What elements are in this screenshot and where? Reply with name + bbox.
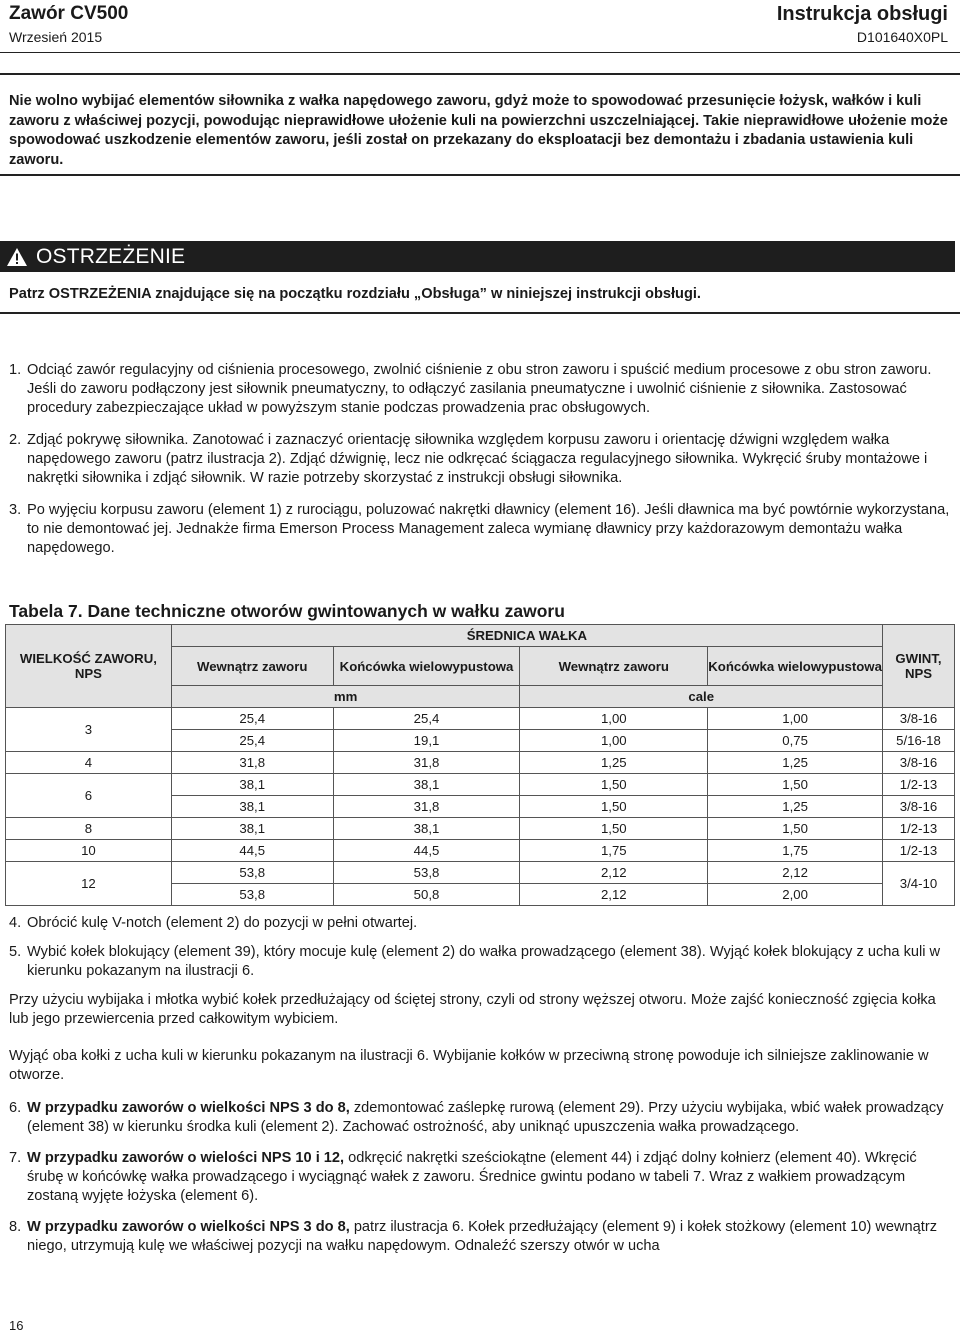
warning-text: Patrz OSTRZEŻENIA znajdujące się na początku rozdziału „Obsługa” w niniejszej instrukcji obsługi. (9, 286, 701, 302)
table-cell: 1,50 (520, 818, 708, 840)
unit-inches: cale (520, 686, 883, 708)
table-cell: 1,00 (520, 708, 708, 730)
notice-top-rule (0, 73, 960, 75)
table-cell: 1,75 (708, 840, 883, 862)
step-item (9, 1099, 953, 1137)
table-cell: 0,75 (708, 730, 883, 752)
step-number: 6. (9, 1100, 22, 1116)
table-cell: 19,1 (333, 730, 520, 752)
notice-text: Nie wolno wybijać elementów siłownika z wałka napędowego zaworu, gdyż może to spowodować przesunięcie łożysk, wałków i kuli zaworu z właściwej pozycji, powodując nieprawidłowe ułożenie kuli na powierzchni uszczelniającej. Takie nieprawidłowe ułożenie może spowodować uszkodzenie elementów zaworu, jeśli został on przekazany do eksploatacji bez demontażu i zbadania ustawienia kuli zaworu. (9, 93, 948, 168)
table-cell: 2,12 (520, 884, 708, 906)
table-title: Tabela 7. Dane techniczne otworów gwintowanych w wałku zaworu (9, 601, 565, 621)
paragraph-punch: Przy użyciu wybijaka i młotka wybić kołek przedłużający od ściętej strony, czyli od strony węższej otworu. Może zajść konieczność zgięcia kołka lub jego przewiercenia przed całkowitym wybiciem. (9, 992, 936, 1027)
table-cell: 31,8 (171, 752, 333, 774)
step-number: 8. (9, 1219, 22, 1235)
page-number: 16 (9, 1318, 24, 1333)
step-text (27, 1149, 953, 1206)
table-cell: 2,00 (708, 884, 883, 906)
warning-bottom-rule (0, 312, 960, 314)
step-item (9, 361, 953, 418)
step-body: patrz ilustracja 6. Kołek przedłużający (element 9) i kołek stożkowy (element 10) wewnątrz niego, utrzymują kulę we właściwej pozycji na wałku napędowym. Odnaleźć szerszy otwór w ucha (27, 1219, 938, 1254)
header-valve-size: WIELKOŚĆ ZAWORU, NPS (6, 625, 172, 708)
step-text: Po wyjęciu korpusu zaworu (element 1) z rurociągu, poluzować nakrętki dławnicy (element 16). Jeśli dławnica ma być powtórnie wykorzystana, to nie demontować jej. Jednakże firma Emerson Process Management zaleca wymianę dławnicy przy każdorazowym demontażu wałka napędowego. (27, 502, 950, 556)
step-item (9, 1149, 953, 1206)
table-cell: 38,1 (171, 774, 333, 796)
warning-label: OSTRZEŻENIE (36, 244, 186, 268)
table-cell: 2,12 (708, 862, 883, 884)
step-text (27, 1218, 953, 1256)
header-spline-mm: Końcówka wielowypustowa (333, 647, 520, 686)
table-cell: 44,5 (333, 840, 520, 862)
header-inner-in: Wewnątrz zaworu (520, 647, 708, 686)
table-row (6, 840, 955, 862)
steps-list-b (9, 914, 953, 981)
cell-size: 8 (6, 818, 172, 840)
document-id: D101640X0PL (856, 29, 948, 45)
table-cell: 38,1 (333, 818, 520, 840)
table-cell: 38,1 (333, 774, 520, 796)
table-cell: 1/2-13 (883, 840, 955, 862)
step-text: Zdjąć pokrywę siłownika. Zanotować i zaznaczyć orientację siłownika względem korpusu zaworu i orientację dźwigni względem wałka napędowego zaworu (patrz ilustracja 2). Zdjąć dźwignię, lecz nie odkręcać ściągacza regulacyjnego siłownika. Wykręcić śruby montażowe i nakrętki siłownika i zdjąć siłownik. W razie potrzeby skorzystać z instrukcji obsługi siłownika. (27, 432, 928, 486)
table-row (6, 862, 955, 884)
header-shaft-diameter: ŚREDNICA WAŁKA (171, 625, 882, 647)
step-lead: W przypadku zaworów o wielkości NPS 3 do 8, (27, 1219, 350, 1235)
step-item (9, 501, 953, 558)
table-cell: 1,25 (708, 752, 883, 774)
table-cell: 25,4 (171, 730, 333, 752)
step-number: 4. (9, 915, 22, 931)
step-lead: W przypadku zaworów o wielkości NPS 3 do 8, (27, 1100, 350, 1116)
step-text: Obrócić kulę V-notch (element 2) do pozycji w pełni otwartej. (27, 915, 418, 931)
table-cell: 25,4 (333, 708, 520, 730)
table-cell: 38,1 (171, 796, 333, 818)
step-body: odkręcić nakrętki sześciokątne (element 44) i zdjąć dolny kołnierz (element 40). Wkręcić śrubę w końcówkę wałka prowadzącego i wyciągnąć wałek z zaworu. Średnice gwintu podano w tabeli 7. Wraz z wałkiem prowadzącym zostaną wyjęte łożyska (element 6). (27, 1150, 917, 1204)
table-cell: 1/2-13 (883, 818, 955, 840)
table-cell: 2,12 (520, 862, 708, 884)
table-cell: 3/8-16 (883, 796, 955, 818)
table-cell: 1,50 (708, 818, 883, 840)
step-number: 3. (9, 502, 22, 518)
header-thread: GWINT, NPS (883, 625, 955, 708)
table-cell: 1/2-13 (883, 774, 955, 796)
table-cell: 44,5 (171, 840, 333, 862)
table-cell: 1,50 (708, 774, 883, 796)
header-inner-mm: Wewnątrz zaworu (171, 647, 333, 686)
table-cell: 50,8 (333, 884, 520, 906)
step-text: Wybić kołek blokujący (element 39), który mocuje kulę (element 2) do wałka prowadzącego (element 38). Wyjąć kołek blokujący z ucha kuli w kierunku pokazanym na ilustracji 6. (27, 944, 941, 979)
table-cell: 31,8 (333, 796, 520, 818)
cell-size: 10 (6, 840, 172, 862)
steps-list-a (9, 361, 953, 558)
table-cell: 25,4 (171, 708, 333, 730)
header-spline-in: Końcówka wielowypustowa (708, 647, 883, 686)
paragraph-pins: Wyjąć oba kołki z ucha kuli w kierunku pokazanym na ilustracji 6. Wybijanie kołków w przeciwną stronę powoduje ich silniejsze zaklinowanie w otworze. (9, 1048, 929, 1083)
step-number: 7. (9, 1150, 22, 1166)
cell-size: 12 (6, 862, 172, 906)
table-cell: 53,8 (171, 884, 333, 906)
table-cell: 1,25 (520, 752, 708, 774)
table-row (6, 818, 955, 840)
warning-triangle-icon (6, 247, 28, 267)
table-cell: 3/4-10 (883, 862, 955, 906)
table-cell: 53,8 (333, 862, 520, 884)
product-title: Zawór CV500 (9, 3, 129, 24)
cell-size: 3 (6, 708, 172, 752)
table-cell: 53,8 (171, 862, 333, 884)
step-lead: W przypadku zaworów o wielości NPS 10 i 12, (27, 1150, 345, 1166)
warning-bar (0, 241, 955, 272)
table-cell: 1,50 (520, 796, 708, 818)
table-cell: 31,8 (333, 752, 520, 774)
step-text (27, 1099, 953, 1137)
table-cell: 3/8-16 (883, 708, 955, 730)
table-cell: 5/16-18 (883, 730, 955, 752)
step-number: 1. (9, 362, 22, 378)
step-body: zdemontować zaślepkę rurową (element 29). Przy użyciu wybijaka, wbić wałek prowadzący (element 38) w kierunku środka kuli (element 2). Zachować ostrożność, aby uniknąć upuszczenia wałka prowadzącego. (27, 1100, 944, 1135)
table-cell: 3/8-16 (883, 752, 955, 774)
notice-bottom-rule (0, 174, 960, 176)
table-row (6, 708, 955, 730)
cell-size: 4 (6, 752, 172, 774)
step-item (9, 431, 953, 488)
step-item (9, 943, 953, 981)
table-cell: 1,00 (708, 708, 883, 730)
table-row (6, 752, 955, 774)
table-cell: 1,75 (520, 840, 708, 862)
header-rule (0, 52, 960, 53)
manual-title: Instrukcja obsługi (776, 3, 948, 25)
steps-list-c (9, 1099, 953, 1256)
step-item (9, 1218, 953, 1256)
unit-mm: mm (171, 686, 520, 708)
step-text: Odciąć zawór regulacyjny od ciśnienia procesowego, zwolnić ciśnienie z obu stron zaworu i spuścić medium procesowe z obu stron zaworu. Jeśli do zaworu podłączony jest siłownik pneumatyczny, to odłączyć zasilania pneumatyczne i uwolnić ciśnienie z siłownika. Zastosować procedury zabezpieczające układ w powyższym stanie podczas prowadzenia prac obsługowych. (27, 362, 932, 416)
spec-table (5, 624, 955, 906)
cell-size: 6 (6, 774, 172, 818)
step-number: 5. (9, 944, 22, 960)
publication-date: Wrzesień 2015 (9, 29, 103, 45)
table-row (6, 774, 955, 796)
step-item (9, 914, 953, 933)
table-cell: 1,25 (708, 796, 883, 818)
table-cell: 1,50 (520, 774, 708, 796)
table-cell: 1,00 (520, 730, 708, 752)
step-number: 2. (9, 432, 22, 448)
table-cell: 38,1 (171, 818, 333, 840)
